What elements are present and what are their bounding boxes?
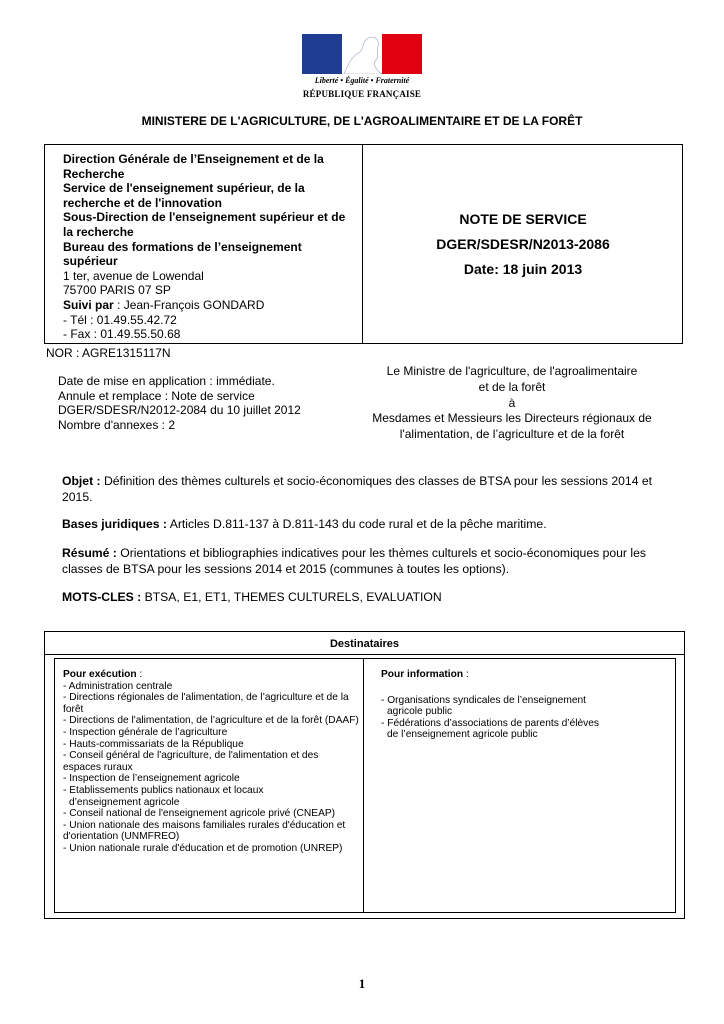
marianne-profile-icon: [342, 34, 382, 74]
sender-address-line2: 75700 PARIS 07 SP: [63, 283, 171, 298]
addressee-line1: Le Ministre de l'agriculture, de l'agroalimentaire: [386, 364, 638, 378]
followed-label: Suivi par: [63, 297, 114, 312]
execution-item: - Directions de l'alimentation, de l’agriculture et de la forêt (DAAF): [63, 715, 359, 727]
execution-item: - Union nationale rurale d'éducation et de promotion (UNREP): [63, 842, 343, 854]
addressee-block: [356, 364, 668, 443]
execution-label: Pour exécution: [63, 669, 137, 680]
sender-service: Service de l'enseignement supérieur, de la recherche et de l'innovation: [63, 181, 305, 210]
destinataires-title: Destinataires: [329, 638, 400, 650]
objet-text: Définition des thèmes culturels et socio-économiques des classes de BTSA pour les sessions 2014 et 2015.: [62, 474, 656, 504]
destinataires-body: [54, 658, 676, 913]
logo-republic-name: RÉPUBLIQUE FRANÇAISE: [302, 89, 422, 99]
information-item: agricole public: [387, 706, 453, 718]
note-date: Date: 18 juin 2013: [463, 261, 583, 277]
execution-item: - Administration centrale: [63, 680, 173, 692]
followed-value: : Jean-François GONDARD: [113, 297, 265, 312]
information-column: [381, 669, 667, 741]
destinataires-table: [44, 631, 685, 919]
execution-item: d’enseignement agricole: [69, 796, 180, 808]
execution-item: - Hauts-commissariats de la République: [63, 738, 244, 750]
destinataires-title-divider: [45, 654, 684, 655]
information-item: de l’enseignement agricole public: [387, 729, 538, 741]
keywords-text: BTSA, E1, ET1, THEMES CULTURELS, EVALUATION: [141, 590, 442, 604]
execution-item: - Directions régionales de l'alimentation, de l’agriculture et de la forêt: [63, 692, 349, 715]
bases-text: Articles D.811-137 à D.811-143 du code rural et de la pêche maritime.: [166, 517, 547, 531]
header-table: [44, 144, 683, 344]
sender-bureau: Bureau des formations de l’enseignement supérieur: [63, 239, 302, 269]
republique-francaise-logo: [302, 34, 422, 102]
sender-subdirection: Sous-Direction de l'enseignement supérieur et de la recherche: [63, 210, 346, 239]
information-item: - Fédérations d’associations de parents d’élèves: [381, 717, 600, 729]
execution-item: - Etablissements publics nationaux et locaux: [63, 784, 264, 796]
execution-colon: :: [136, 669, 143, 680]
execution-column: [63, 669, 359, 855]
execution-item: - Inspection générale de l’agriculture: [63, 726, 228, 738]
information-item: - Organisations syndicales de l’enseignement: [381, 694, 586, 706]
addressee-line2: et de la forêt: [478, 379, 546, 394]
addressee-line3: à: [508, 395, 516, 410]
execution-item: - Inspection de l’enseignement agricole: [63, 773, 240, 785]
keywords-label: MOTS-CLES :: [62, 590, 142, 604]
execution-item: - Conseil général de l'agriculture, de l'alimentation et des espaces ruraux: [63, 750, 319, 773]
information-colon: :: [463, 669, 469, 680]
resume-label: Résumé :: [62, 546, 117, 560]
application-replaced-ref: DGER/SDESR/N2012-2084 du 10 juillet 2012: [58, 403, 301, 418]
marianne-flag-icon: [302, 34, 422, 74]
ministry-heading: MINISTERE DE L'AGRICULTURE, DE L'AGROALIMENTAIRE ET DE LA FORÊT: [141, 114, 583, 128]
sender-tel: - Tél : 01.49.55.42.72: [63, 312, 177, 327]
sender-followed-by: [63, 298, 353, 313]
sender-block: [63, 152, 353, 342]
note-reference: DGER/SDESR/N2013-2086: [436, 236, 610, 252]
objet-label: Objet :: [62, 474, 101, 488]
resume-text: Orientations et bibliographies indicatives pour les thèmes culturels et socio-économiques pour les classes de BTSA pour les sessions 2014 et 2015 (communes à toutes les options).: [62, 546, 650, 576]
addressee-line5: l'alimentation, de l’agriculture et de la forêt: [399, 427, 625, 442]
page-number: 1: [358, 976, 366, 991]
sender-address-line1: 1 ter, avenue de Lowendal: [63, 268, 204, 283]
note-title: NOTE DE SERVICE: [459, 211, 587, 227]
application-annexes: Nombre d'annexes : 2: [58, 417, 176, 432]
application-date: Date de mise en application : immédiate.: [58, 374, 275, 388]
objet-section: [62, 473, 682, 505]
destinataires-column-divider: [363, 659, 364, 912]
sender-dg: Direction Générale de l’Enseignement et de la Recherche: [63, 152, 324, 181]
bases-section: [62, 516, 682, 532]
application-block: [58, 374, 301, 432]
execution-item: - Conseil national de l'enseignement agricole privé (CNEAP): [63, 808, 336, 820]
sender-fax: - Fax : 01.49.55.50.68: [63, 327, 181, 342]
nor-reference: NOR : AGRE1315117N: [46, 346, 171, 360]
execution-item: - Union nationale des maisons familiales rurales d'éducation et d'orientation (UNMFREO): [63, 819, 346, 843]
note-block: [363, 207, 683, 282]
resume-section: [62, 545, 682, 577]
application-replaces: Annule et remplace : Note de service: [58, 388, 255, 403]
logo-motto: Liberté • Égalité • Fraternité: [314, 76, 410, 85]
bases-label: Bases juridiques :: [62, 517, 167, 531]
information-label: Pour information: [381, 669, 464, 680]
keywords-section: [62, 589, 682, 605]
addressee-line4: Mesdames et Messieurs les Directeurs régionaux de: [372, 411, 652, 426]
